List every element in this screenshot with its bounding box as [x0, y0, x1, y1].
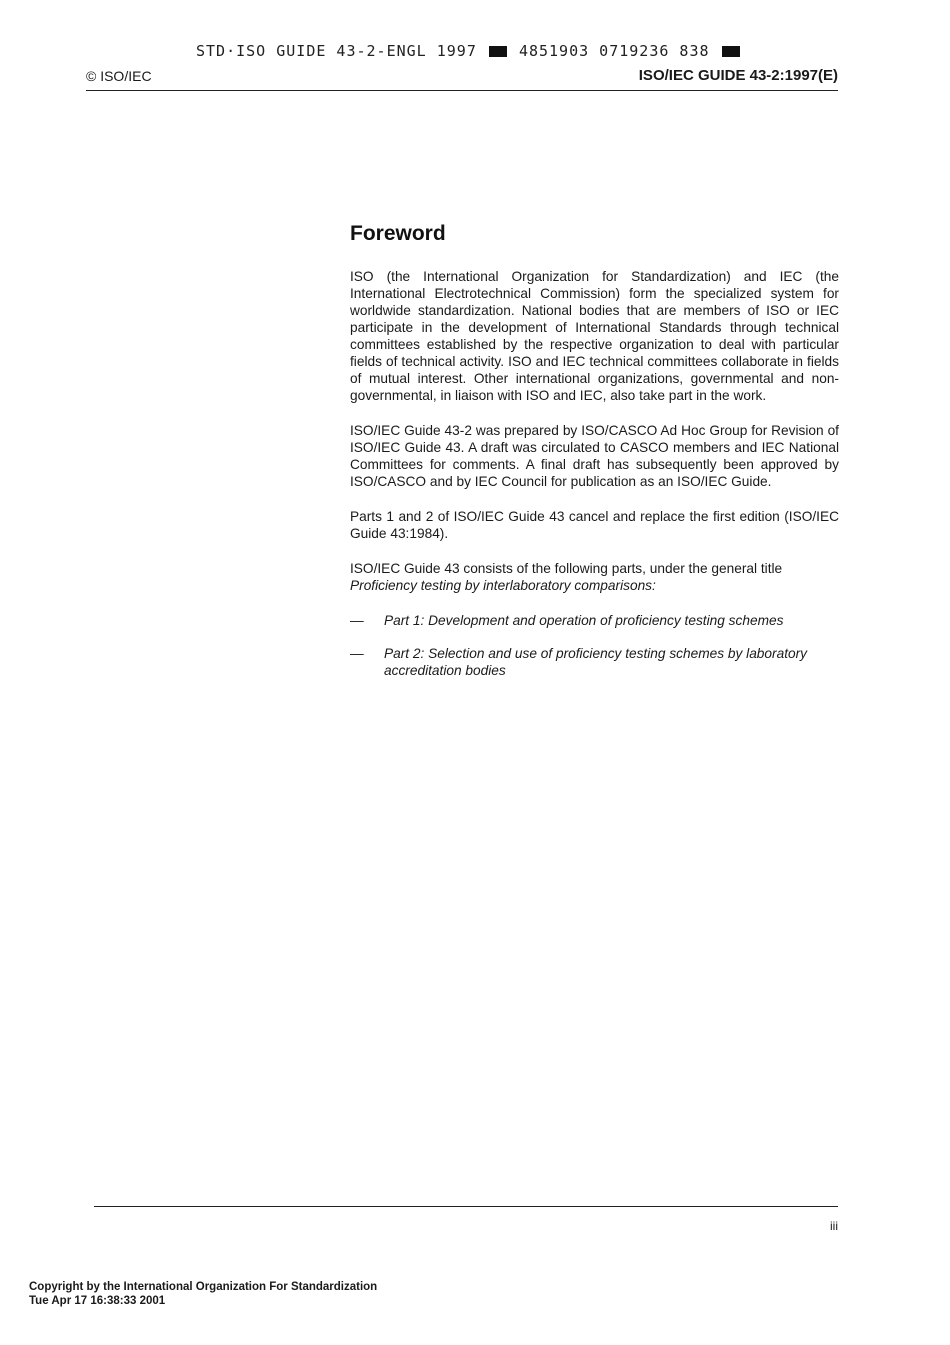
paragraph-replacement: Parts 1 and 2 of ISO/IEC Guide 43 cancel and replace the first edition (ISO/IEC Guide 43:1984).	[350, 509, 839, 541]
paragraph-preparation: ISO/IEC Guide 43-2 was prepared by ISO/CASCO Ad Hoc Group for Revision of ISO/IEC Guide 43. A draft was circulated to CASCO members and IEC National Committees for comments. A final draft has subsequently been approved by ISO/CASCO and by IEC Council for publication as an ISO/IEC Guide.	[350, 423, 839, 489]
paragraph-parts-intro	[350, 560, 839, 594]
header-document-id: ISO/IEC GUIDE 43-2:1997(E)	[638, 67, 838, 84]
dash-bullet: —	[350, 646, 364, 661]
footer-rule	[94, 1206, 838, 1207]
page-number: iii	[830, 1219, 838, 1233]
parts-general-title: Proficiency testing by interlaboratory comparisons:	[350, 578, 656, 593]
stamp-number: 4851903 0719236 838	[518, 42, 710, 60]
stamp-code: STD·ISO GUIDE 43-2-ENGL 1997	[196, 42, 477, 60]
part-2-title: Part 2: Selection and use of proficiency testing schemes by laboratory accreditation bodies	[384, 646, 808, 678]
parts-intro-text: ISO/IEC Guide 43 consists of the following parts, under the general title	[350, 561, 783, 576]
part-1-title: Part 1: Development and operation of proficiency testing schemes	[384, 613, 784, 628]
header-copyright: © ISO/IEC	[86, 68, 152, 84]
list-item	[350, 645, 839, 679]
document-stamp	[196, 42, 742, 60]
stamp-block-mark	[489, 46, 507, 57]
dash-bullet: —	[350, 613, 364, 628]
copyright-notice	[29, 1280, 377, 1308]
page-title: Foreword	[350, 222, 446, 245]
paragraph-organizations: ISO (the International Organization for Standardization) and IEC (the International Electrotechnical Commission) form the specialized system for worldwide standardization. National bodies that are members of ISO or IEC participate in the development of International Standards through technical committees established by the respective organization to deal with particular fields of technical activity. ISO and IEC technical committees collaborate in fields of mutual interest. Other international organizations, governmental and non-governmental, in liaison with ISO and IEC, also take part in the work.	[350, 269, 839, 403]
foreword-section	[350, 222, 839, 695]
stamp-block-mark	[722, 46, 740, 57]
header-rule	[86, 90, 838, 91]
list-item	[350, 612, 839, 629]
copyright-line: Copyright by the International Organization For Standardization	[29, 1281, 378, 1293]
copyright-date: Tue Apr 17 16:38:33 2001	[29, 1295, 166, 1307]
